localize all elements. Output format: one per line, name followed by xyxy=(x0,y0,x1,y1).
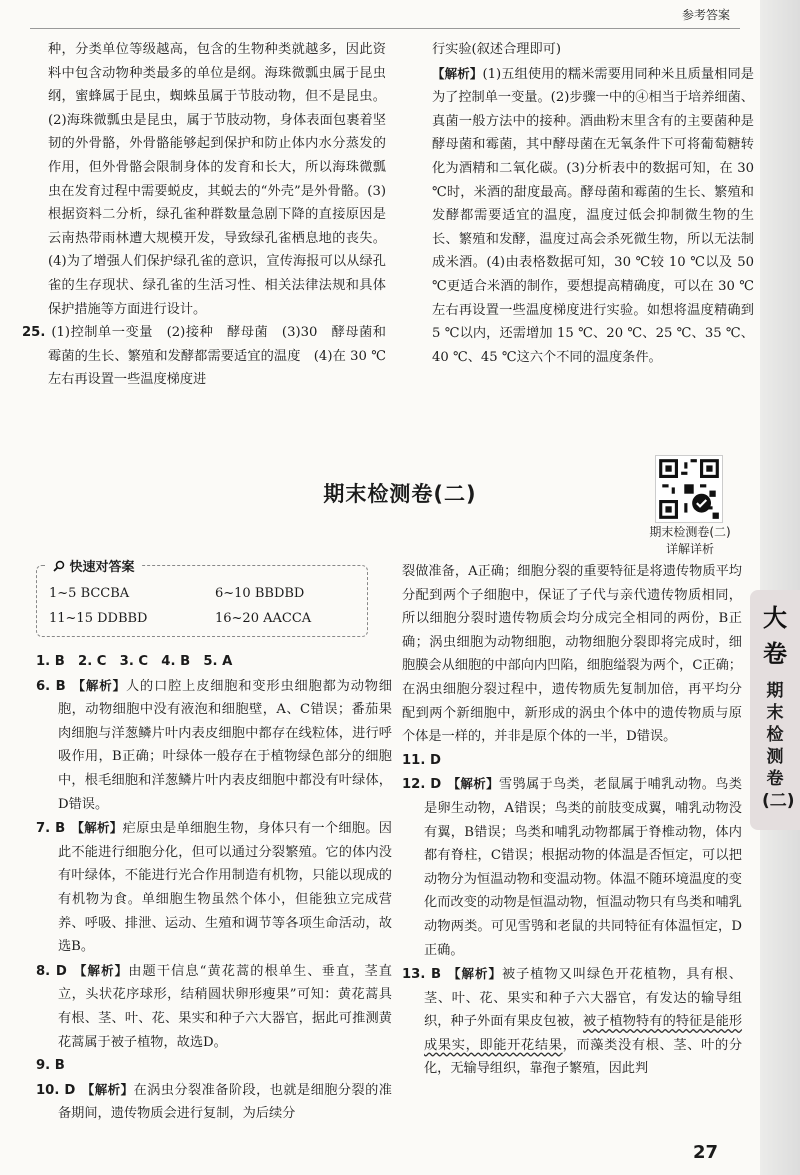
q24-continuation: 种，分类单位等级越高，包含的生物种类就越多，因此资料中包含动物种类最多的单位是纲。海珠微瓢虫属于昆虫纲，蜜蜂属于昆虫，蜘蛛虽属于节肢动物，但不是昆虫。(2)海珠微瓢虫是昆虫，属于节肢动物，身体表面包裹着坚韧的外骨骼，外骨骼能够起到保护和防止体内水分蒸发的作用，但外骨骼会限制身体的发育和长大，所以海珠微瓢虫在发育过程中需要蜕皮，其蜕去的“外壳”是外骨骼。(3)根据资料二分析，绿孔雀种群数量急剧下降的直接原因是云南热带雨林遭大规模开发，导致绿孔雀栖息地的丧失。(4)为了增强人们保护绿孔雀的意识，宣传海报可以从绿孔雀的生存现状、绿孔雀的生活习性、相关法律法规和具体保护措施等方面进行设计。 xyxy=(48,42,386,317)
q6-number: 6. B xyxy=(36,678,66,694)
q25-analysis-text: (1)五组使用的糯米需要用同种米且质量相同是为了控制单一变量。(2)步骤一中的④相当于培养细菌、真菌一般方法中的接种。酒曲粉末里含有的主要菌种是酵母菌和霉菌，其中酵母菌在无氧条件下可将葡萄糖转化为酒精和二氧化碳。(3)分析表中的数据可知，在 30 ℃时，米酒的甜度最高。酵母菌和霉菌的生长、繁殖和发酵都需要适宜的温度，温度过低会抑制微生物的生长、繁殖和发酵，温度过高会杀死微生物，所以无法制成米酒。(4)由表格数据可知，30 ℃较 10 ℃以及 50 ℃更适合米酒的制作，要想提高精确度，可以在 30 ℃左右再设置一些温度梯度进行实验。如想将温度精确到 5 ℃以内，还需增加 15 ℃、20 ℃、25 ℃、35 ℃、40 ℃、45 ℃这六个不同的温度条件。 xyxy=(432,66,754,365)
analysis-label: 【解析】 xyxy=(71,677,126,693)
q10-number: 10. D xyxy=(36,1082,76,1098)
side-tab-vertical-label: 期末检测卷(二) xyxy=(762,681,795,811)
magnifier-icon xyxy=(53,560,65,572)
q7-text: 疟原虫是单细胞生物，身体只有一个细胞。因此不能进行细胞分化，但可以通过分裂繁殖。它的体内没有叶绿体，不能进行光合作用制造有机物，只能以现成的有机物为食。单细胞生物虽然个体小，但能独立完成营养、呼吸、排泄、运动、生殖和调节等各项生命活动，故选B。 xyxy=(58,821,392,955)
answers-1-5: 1. B 2. C 3. C 4. B 5. A xyxy=(36,654,233,669)
q10-answer xyxy=(36,1078,392,1126)
qr-code-icon[interactable] xyxy=(655,455,723,523)
qr-caption xyxy=(640,524,740,558)
analysis-label: 【解析】 xyxy=(71,820,123,836)
q8-answer xyxy=(36,959,392,1054)
q25-answer xyxy=(22,321,386,392)
q7-answer xyxy=(36,816,392,959)
q10-text: 在涡虫分裂准备阶段，也就是细胞分裂的准备期间，遗传物质会进行复制，为后续分 xyxy=(58,1082,392,1122)
qr-caption-line: 详解详析 xyxy=(665,542,714,556)
side-tab-big-char: 卷 xyxy=(763,640,787,668)
q10-continuation: 裂做准备，A正确；细胞分裂的重要特征是将遗传物质平均分配到两个子细胞中，保证了子代与亲代遗传物质相同，所以细胞分裂时遗传物质会均分成完全相同的两份，B正确；涡虫细胞为动物细胞，动物细胞分裂即将完成时，细胞膜会从细胞的中部向内凹陷，细胞缢裂为两个，C正确；在涡虫细胞分裂过程中，遗传物质先复制加倍，再平均分配到两个新细胞中，新形成的涡虫个体中的遗传物质与原个体是一样的，并非是原个体的一半，D错误。 xyxy=(402,564,742,745)
analysis-label: 【解析】 xyxy=(447,966,502,982)
q13-number: 13. B xyxy=(402,967,441,983)
q12-number: 12. D xyxy=(402,777,442,793)
q25-analysis xyxy=(432,62,754,370)
bottom-right-column xyxy=(402,560,742,1081)
q13-text-a: 被子植物又叫绿色开花植物，具有根、茎、叶、花、果实和种子六大器官，有发达的输导组织，种子外面有果皮包被， xyxy=(424,967,742,1030)
side-tab-big-char: 大 xyxy=(763,604,787,632)
q25-continuation: 行实验(叙述合理即可) xyxy=(432,42,561,57)
quick-answer-box xyxy=(36,560,368,637)
header-tag: 参考答案 xyxy=(681,8,730,22)
q25-number: 25. xyxy=(22,325,46,341)
top-right-column xyxy=(432,38,754,369)
side-tab[interactable] xyxy=(750,590,800,830)
quick-answer-item: 6~10 BBDBD xyxy=(215,586,305,601)
q13-underlined-text: 被子植物特有的特征是能形成果实，即能开花结果 xyxy=(424,1014,743,1053)
analysis-label: 【解析】 xyxy=(81,1081,134,1097)
quick-answer-item: 1~5 BCCBA xyxy=(49,586,130,601)
analysis-label: 【解析】 xyxy=(72,962,129,978)
analysis-label: 【解析】 xyxy=(432,65,483,81)
q7-number: 7. B xyxy=(36,821,66,837)
q13-text-b: ，而藻类没有根、茎、叶的分化，无输导组织，靠孢子繁殖，因此判 xyxy=(424,1037,743,1077)
q13-answer xyxy=(402,962,742,1081)
analysis-label: 【解析】 xyxy=(447,776,499,792)
bottom-left-column xyxy=(36,650,392,1126)
page-edge-shadow xyxy=(760,0,800,1175)
page-number: 27 xyxy=(692,1142,718,1163)
quick-answer-item: 11~15 DDBBD xyxy=(49,611,148,626)
q8-text: 由题干信息“黄花蒿的根单生、垂直，茎直立，头状花序球形，结稍圆状卵形瘦果”可知：黄花蒿具有根、茎、叶、花、果实和种子六大器官，据此可推测黄花蒿属于被子植物，故选D。 xyxy=(58,963,392,1050)
qr-caption-line: 期末检测卷(二) xyxy=(649,525,731,539)
q12-text: 雪鸮属于鸟类，老鼠属于哺乳动物。鸟类是卵生动物，A错误；鸟类的前肢变成翼，哺乳动物没有翼，B错误；鸟类和哺乳动物都属于脊椎动物，体内都有脊柱，C错误；根据动物的体温是否恒定，可以把动物分为恒温动物和变温动物。体温不随环境温度的变化而改变的动物是恒温动物，恒温动物只有鸟类和哺乳动物两类。可见雪鸮和老鼠的共同特征有体温恒定，D正确。 xyxy=(424,777,742,958)
quick-answer-item: 16~20 AACCA xyxy=(215,611,312,626)
header-rule xyxy=(30,28,740,29)
quick-answer-title-text: 快速对答案 xyxy=(69,560,135,575)
q11-answer: 11. D xyxy=(402,752,441,768)
q9-answer: 9. B xyxy=(36,1058,65,1074)
quick-answer-title xyxy=(47,556,141,575)
q12-answer xyxy=(402,772,742,962)
top-left-column xyxy=(22,38,386,392)
q6-text: 人的口腔上皮细胞和变形虫细胞都为动物细胞，动物细胞中没有液泡和细胞壁，A、C错误；番茄果肉细胞与洋葱鳞片叶内表皮细胞中都存在线粒体，进行呼吸作用，B正确；叶绿体一般存在于植物绿色部分的细胞中，根毛细胞和洋葱鳞片叶内表皮细胞中都没有叶绿体，D错误。 xyxy=(58,678,392,812)
section-title: 期末检测卷(二) xyxy=(323,482,477,506)
q25-text: (1)控制单一变量 (2)接种 酵母菌 (3)30 酵母菌和霉菌的生长、繁殖和发酵都需要适宜的温度 (4)在 30 ℃左右再设置一些温度梯度进 xyxy=(48,325,386,388)
q6-answer xyxy=(36,674,392,817)
q8-number: 8. D xyxy=(36,963,67,979)
